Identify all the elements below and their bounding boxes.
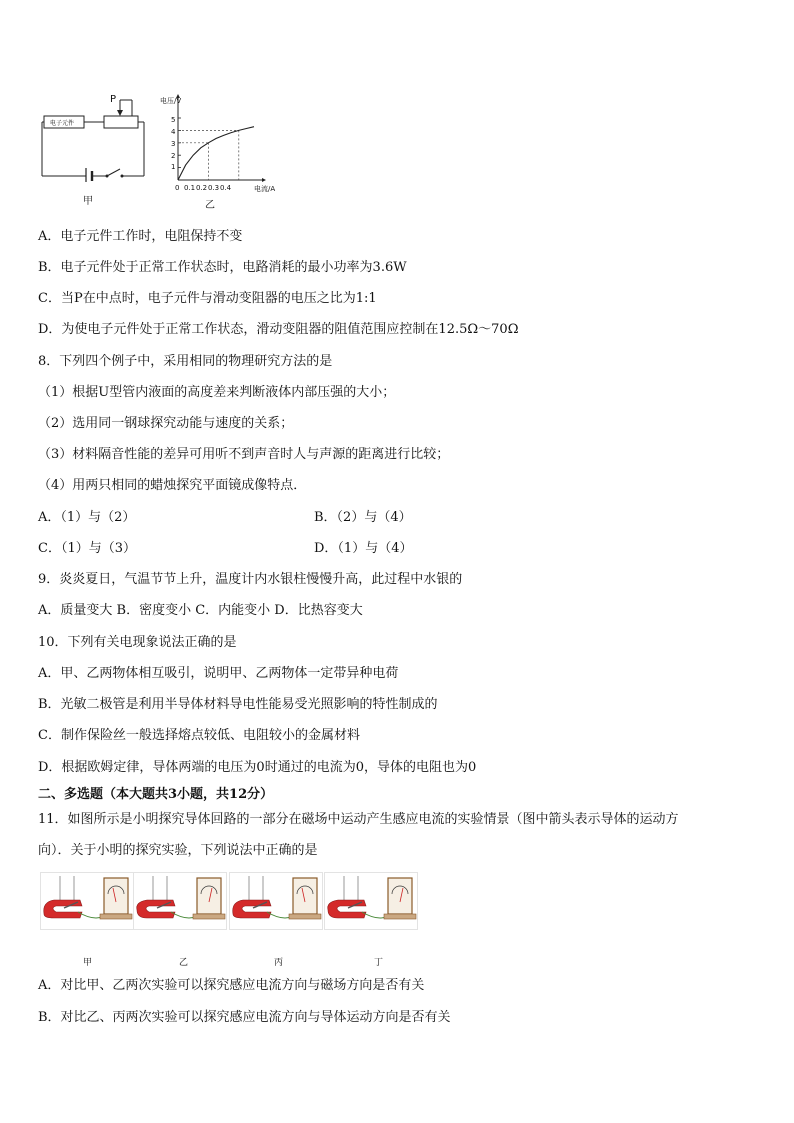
graph-caption: 乙	[205, 200, 215, 211]
q8-option-a: A．（1）与（2）	[38, 510, 136, 525]
y-tick-label: 2	[171, 152, 176, 160]
series-line	[178, 127, 254, 180]
q8-option-b: B．（2）与（4）	[314, 510, 412, 525]
x-axis-label: 电流/A	[254, 185, 276, 193]
galvanometer	[388, 878, 412, 914]
component-label: 电子元件	[50, 120, 75, 127]
q10-option-b: B．光敏二极管是利用半导体材料导电性能易受光照影响的特性制成的	[38, 697, 438, 712]
q9-options: A．质量变大 B．密度变小 C．内能变小 D．比热容变大	[38, 603, 363, 618]
galvanometer-base	[384, 914, 416, 919]
x-tick-label: 0	[175, 184, 180, 192]
q7-option-b: B．电子元件处于正常工作状态时，电路消耗的最小功率为3.6W	[38, 260, 407, 275]
galvanometer	[104, 878, 128, 914]
q7-option-a: A．电子元件工作时，电阻保持不变	[38, 229, 243, 244]
galvanometer	[197, 878, 221, 914]
x-tick-label: 0.1	[184, 184, 196, 192]
panel-label-jia: 甲	[83, 958, 93, 968]
circuit-diagram	[36, 92, 156, 182]
y-tick-label: 3	[171, 140, 176, 148]
section-heading: 二、多选题（本大题共3小题，共12分）	[38, 787, 274, 802]
q10-option-c: C．制作保险丝一般选择熔点较低、电阻较小的金属材料	[38, 728, 360, 743]
q10-stem: 10．下列有关电现象说法正确的是	[38, 635, 237, 650]
galvanometer-base	[100, 914, 132, 919]
q10-option-a: A．甲、乙两物体相互吸引，说明甲、乙两物体一定带异种电荷	[38, 666, 399, 681]
q8-stem: 8．下列四个例子中，采用相同的物理研究方法的是	[38, 354, 333, 369]
q8-item-3: （3）材料隔音性能的差异可用听不到声音时人与声源的距离进行比较；	[38, 447, 450, 462]
y-tick-label: 4	[171, 128, 176, 136]
q9-stem: 9．炎炎夏日，气温节节上升，温度计内水银柱慢慢升高，此过程中水银的	[38, 572, 463, 587]
q10-option-d: D．根据欧姆定律，导体两端的电压为0时通过的电流为0，导体的电阻也为0	[38, 760, 477, 775]
q8-item-1: （1）根据U型管内液面的高度差来判断液体内部压强的大小；	[38, 385, 396, 400]
y-axis-label: 电压/V	[160, 97, 182, 105]
panel-label-bing: 丙	[274, 958, 284, 968]
panel-label-yi: 乙	[179, 958, 189, 968]
y-tick-label: 1	[171, 163, 176, 171]
galvanometer-base	[289, 914, 321, 919]
q11-stem-line1: 11．如图所示是小明探究导体回路的一部分在磁场中运动产生感应电流的实验情景（图中箭头表示导体的运动方	[38, 812, 679, 827]
q8-item-2: （2）选用同一钢球探究动能与速度的关系；	[38, 416, 294, 431]
experiment-drawings	[0, 872, 420, 930]
x-tick-label: 0.3	[208, 184, 220, 192]
voltage-current-graph	[168, 92, 288, 192]
q7-option-d: D．为使电子元件处于正常工作状态，滑动变阻器的阻值范围应控制在12.5Ω～70Ω	[38, 322, 519, 337]
y-tick-label: 5	[171, 116, 176, 124]
q7-option-c: C．当P在中点时，电子元件与滑动变阻器的电压之比为1:1	[38, 291, 377, 306]
galvanometer	[293, 878, 317, 914]
x-tick-label: 0.2	[196, 184, 208, 192]
q11-option-b: B．对比乙、丙两次实验可以探究感应电流方向与导体运动方向是否有关	[38, 1010, 451, 1025]
panel-label-ding: 丁	[374, 958, 384, 968]
q8-option-c: C．（1）与（3）	[38, 541, 136, 556]
circuit-caption: 甲	[83, 196, 93, 207]
x-axis-arrow	[262, 178, 266, 182]
q8-option-d: D．（1）与（4）	[314, 541, 413, 556]
galvanometer-base	[193, 914, 225, 919]
q11-stem-line2: 向）．关于小明的探究实验，下列说法中正确的是	[38, 843, 318, 858]
q11-option-a: A．对比甲、乙两次实验可以探究感应电流方向与磁场方向是否有关	[38, 978, 425, 993]
q8-item-4: （4）用两只相同的蜡烛探究平面镜成像特点．	[38, 478, 307, 493]
slider-label: P	[110, 94, 117, 105]
x-tick-label: 0.4	[220, 184, 232, 192]
